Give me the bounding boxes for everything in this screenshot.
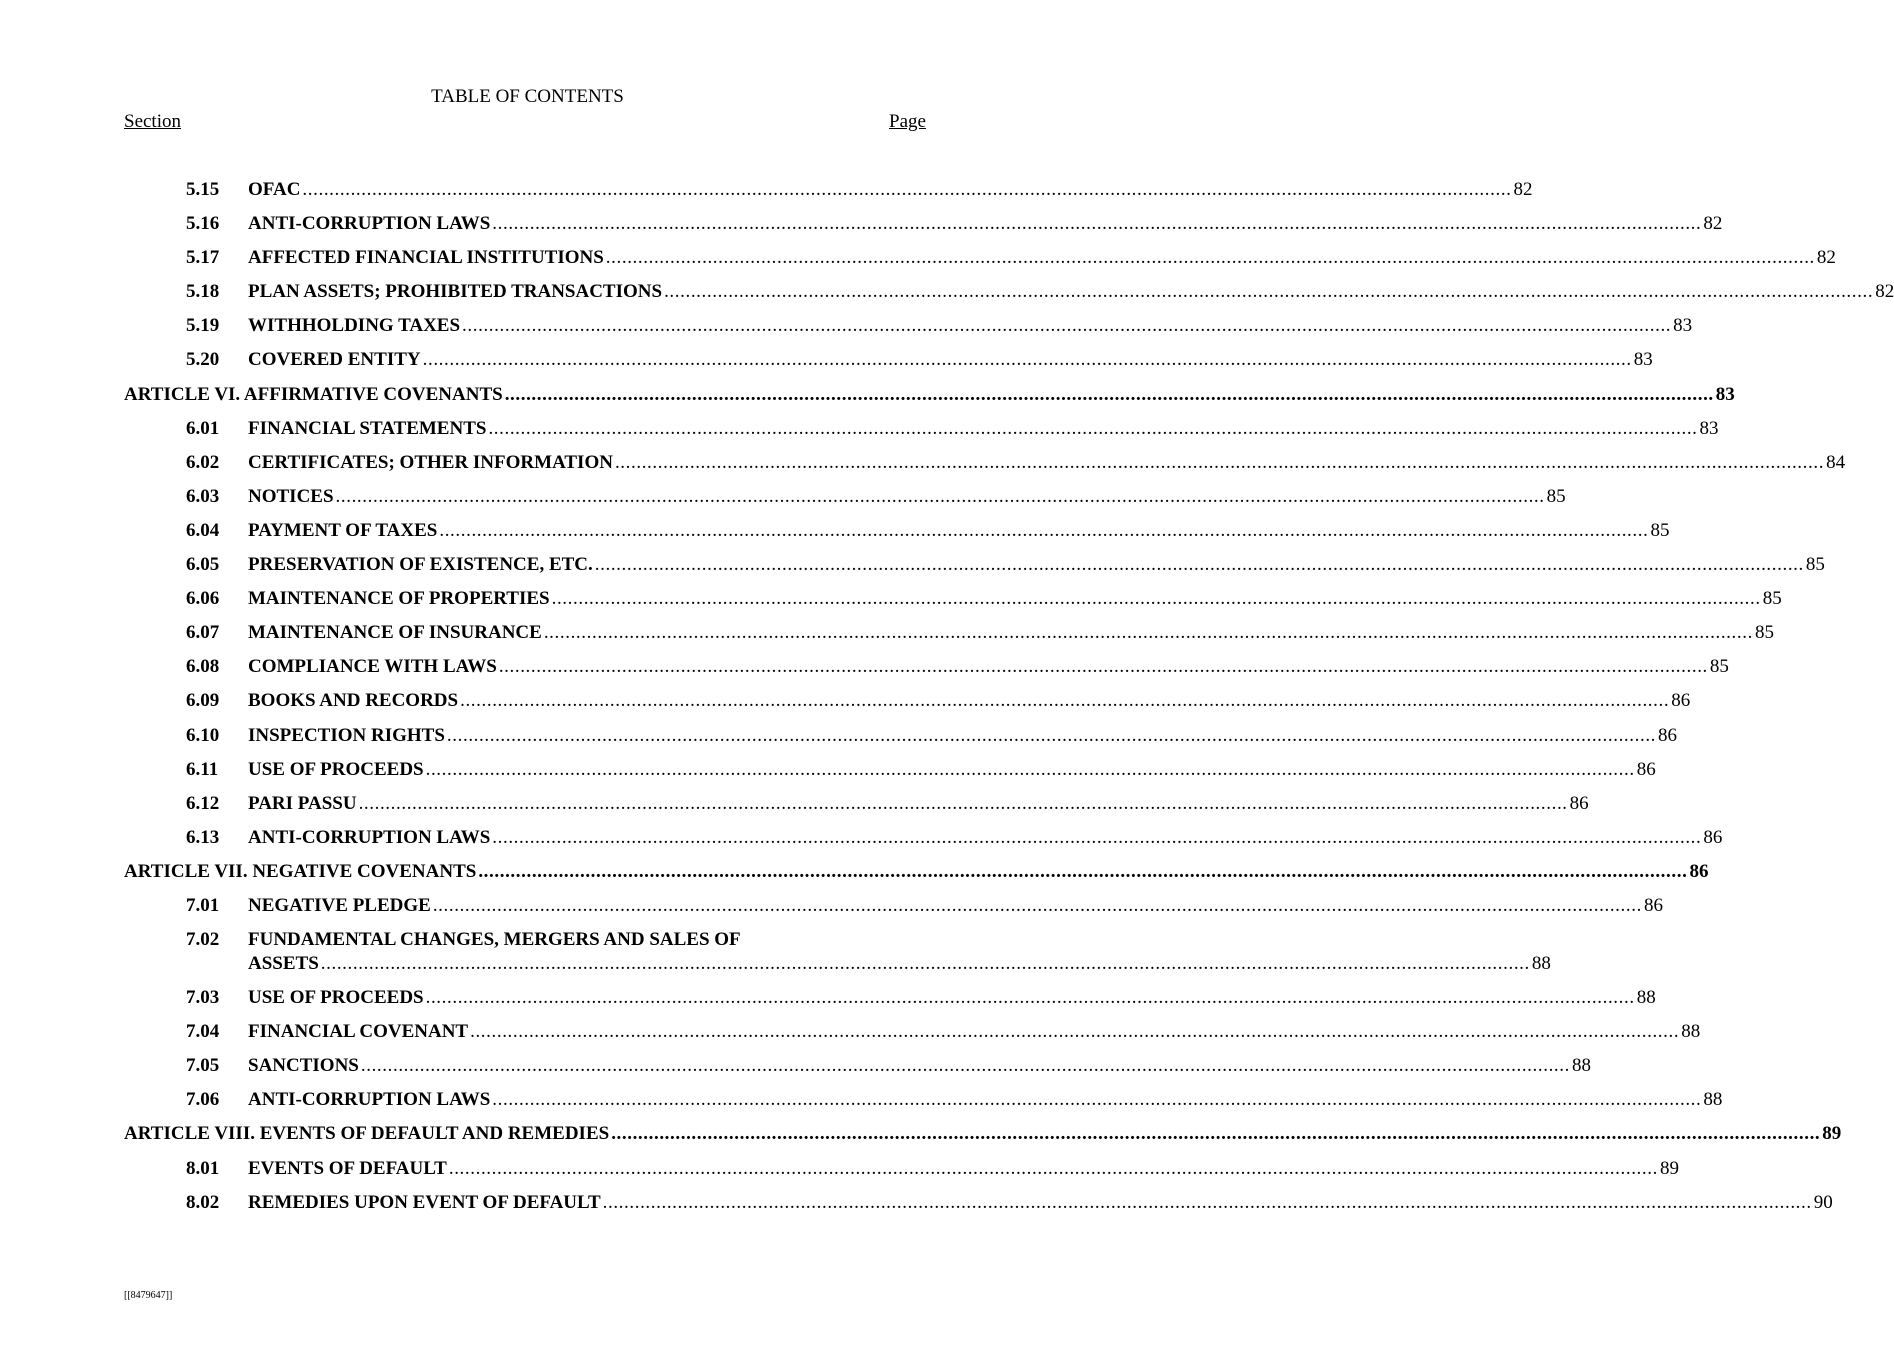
- toc-entry-row[interactable]: [0, 177, 1533, 211]
- dot-leader: ..................................................................................................................................................................................................................................: [614, 451, 1825, 473]
- dot-leader: ..................................................................................................................................................................................................................................: [360, 1055, 1570, 1077]
- dot-leader: ..................................................................................................................................................................................................................................: [462, 315, 1672, 337]
- section-title: BOOKS AND RECORDS: [248, 690, 459, 712]
- dot-leader: ..................................................................................................................................................................................................................................: [470, 1021, 1680, 1043]
- dot-leader: ..................................................................................................................................................................................................................................: [422, 349, 1632, 371]
- section-title-line: [248, 588, 1782, 610]
- section-number: 6.08: [186, 656, 220, 678]
- page-number: 86: [1658, 724, 1678, 746]
- page-number: 82: [1513, 179, 1533, 200]
- dot-leader: ..................................................................................................................................................................................................................................: [605, 247, 1815, 269]
- toc-entry-row[interactable]: [0, 518, 1670, 552]
- dot-leader: ..................................................................................................................................................................................................................................: [492, 213, 1702, 235]
- page-number: 86: [1636, 758, 1656, 780]
- section-title-line: [248, 519, 1670, 542]
- section-number: 8.02: [186, 1191, 220, 1213]
- dot-leader: ..................................................................................................................................................................................................................................: [320, 953, 1530, 975]
- section-title-line: [248, 247, 1836, 269]
- section-title: EVENTS OF DEFAULT: [248, 1157, 447, 1179]
- page-column-header: Page: [889, 111, 926, 132]
- dot-leader: ..................................................................................................................................................................................................................................: [543, 622, 1753, 644]
- section-title-line: [248, 485, 1566, 508]
- toc-entry-row[interactable]: [0, 723, 1678, 757]
- section-number: 6.10: [186, 724, 220, 746]
- section-column-header: Section: [124, 111, 181, 132]
- toc-entry-row[interactable]: [0, 211, 1723, 245]
- section-title-line: [248, 1089, 1723, 1111]
- dot-leader: ..................................................................................................................................................................................................................................: [498, 656, 1708, 678]
- dot-leader: ..................................................................................................................................................................................................................................: [492, 1089, 1702, 1111]
- section-title: ANTI-CORRUPTION LAWS: [248, 1089, 491, 1111]
- section-number: 5.16: [186, 213, 220, 235]
- section-title: PARI PASSU: [248, 792, 357, 814]
- section-number: 5.19: [186, 315, 220, 337]
- article-title: ARTICLE VI. AFFIRMATIVE COVENANTS: [124, 383, 503, 405]
- section-title-line: [248, 792, 1589, 815]
- page-number: 85: [1754, 622, 1774, 644]
- toc-entry-row[interactable]: [0, 450, 1846, 484]
- section-number: 5.20: [186, 349, 220, 371]
- section-number: 7.02: [186, 929, 220, 951]
- dot-leader: ..................................................................................................................................................................................................................................: [611, 1123, 1821, 1145]
- page-number: 82: [1703, 213, 1723, 235]
- section-title-line: [248, 987, 1656, 1009]
- page-number: 82: [1875, 281, 1894, 303]
- toc-article-row[interactable]: [0, 859, 1709, 893]
- page-number: 88: [1531, 953, 1551, 975]
- section-title: NEGATIVE PLEDGE: [248, 894, 431, 916]
- page-number: 84: [1826, 451, 1846, 473]
- dot-leader: ..................................................................................................................................................................................................................................: [302, 179, 1512, 200]
- page-number: 83: [1699, 417, 1719, 439]
- toc-entry-row[interactable]: [0, 313, 1693, 347]
- section-number: 6.04: [186, 519, 220, 541]
- section-number: 6.06: [186, 588, 220, 610]
- section-title: MAINTENANCE OF INSURANCE: [248, 622, 542, 644]
- section-title-line: [248, 894, 1663, 917]
- dot-leader: ..................................................................................................................................................................................................................................: [358, 792, 1568, 814]
- page-number: 86: [1689, 860, 1709, 882]
- toc-entry-row[interactable]: [0, 484, 1566, 518]
- article-title-line: [124, 860, 1709, 883]
- dot-leader: ..................................................................................................................................................................................................................................: [335, 485, 1545, 507]
- page-number: 83: [1673, 315, 1693, 337]
- page-number: 88: [1636, 987, 1656, 1009]
- toc-entry-row[interactable]: [0, 1053, 1591, 1087]
- section-title-line: [248, 826, 1723, 849]
- page-number: 89: [1822, 1123, 1842, 1145]
- section-title-line: [248, 1055, 1591, 1077]
- page-number: 86: [1671, 690, 1691, 712]
- section-number: 5.17: [186, 247, 220, 269]
- section-title: FINANCIAL COVENANT: [248, 1021, 469, 1043]
- section-title: NOTICES: [248, 485, 334, 507]
- section-title: ANTI-CORRUPTION LAWS: [248, 826, 491, 848]
- section-title: WITHHOLDING TAXES: [248, 315, 461, 337]
- toc-article-row[interactable]: [0, 1121, 1842, 1155]
- section-number: 7.05: [186, 1055, 220, 1077]
- section-title-line: [248, 451, 1846, 474]
- section-title: REMEDIES UPON EVENT OF DEFAULT: [248, 1191, 601, 1213]
- section-title: ANTI-CORRUPTION LAWS: [248, 213, 491, 235]
- dot-leader: ..................................................................................................................................................................................................................................: [425, 987, 1635, 1009]
- dot-leader: ..................................................................................................................................................................................................................................: [432, 894, 1642, 916]
- section-title-line: [248, 724, 1678, 747]
- toc-entry-row[interactable]: [0, 825, 1723, 859]
- page-number: 85: [1546, 485, 1566, 507]
- section-title-line: [248, 1021, 1701, 1043]
- section-number: 6.12: [186, 792, 220, 814]
- page-number: 88: [1571, 1055, 1591, 1077]
- article-title: ARTICLE VIII. EVENTS OF DEFAULT AND REMEDIES: [124, 1123, 610, 1145]
- section-number: 7.06: [186, 1089, 220, 1111]
- page-number: 83: [1715, 383, 1735, 405]
- toc-entry-row[interactable]: [0, 985, 1656, 1019]
- section-title: OFAC: [248, 179, 301, 200]
- toc-entry-row[interactable]: [0, 347, 1653, 381]
- dot-leader: ..................................................................................................................................................................................................................................: [594, 554, 1804, 576]
- section-number: 8.01: [186, 1157, 220, 1179]
- section-title-line: [248, 315, 1693, 337]
- toc-list: [0, 177, 1894, 1224]
- section-title-line: [248, 1157, 1679, 1180]
- page-number: 83: [1633, 349, 1653, 371]
- dot-leader: ..................................................................................................................................................................................................................................: [488, 417, 1698, 439]
- section-number: 5.18: [186, 281, 220, 303]
- section-number: 6.05: [186, 554, 220, 576]
- section-title-line: [248, 656, 1729, 678]
- section-title: PAYMENT OF TAXES: [248, 519, 438, 541]
- toc-entry-row[interactable]: [0, 1190, 1833, 1224]
- toc-entry-row[interactable]: [0, 245, 1836, 279]
- toc-entry-row[interactable]: [0, 279, 1894, 313]
- section-title-line: [248, 349, 1653, 371]
- section-title-line: [248, 213, 1723, 235]
- document-id-footer: [[8479647]]: [124, 1290, 173, 1301]
- section-title: USE OF PROCEEDS: [248, 987, 424, 1009]
- page-number: 86: [1569, 792, 1589, 814]
- toc-entry-row[interactable]: [0, 1019, 1701, 1053]
- dot-leader: ..................................................................................................................................................................................................................................: [602, 1191, 1812, 1213]
- page-number: 86: [1643, 894, 1663, 916]
- toc-entry-row[interactable]: [0, 586, 1782, 620]
- section-number: 7.01: [186, 894, 220, 916]
- toc-article-row[interactable]: [0, 382, 1735, 416]
- section-title-line: [248, 690, 1691, 712]
- dot-leader: ..................................................................................................................................................................................................................................: [460, 690, 1670, 712]
- section-title: PRESERVATION OF EXISTENCE, ETC.: [248, 554, 593, 576]
- section-number: 6.13: [186, 826, 220, 848]
- dot-leader: ..................................................................................................................................................................................................................................: [478, 860, 1688, 882]
- section-title: COVERED ENTITY: [248, 349, 421, 371]
- section-title: MAINTENANCE OF PROPERTIES: [248, 588, 550, 610]
- section-number: 5.15: [186, 179, 220, 200]
- page-number: 85: [1762, 588, 1782, 610]
- toc-entry-row[interactable]: [0, 757, 1656, 791]
- page-number: 82: [1816, 247, 1836, 269]
- toc-entry-row[interactable]: [0, 416, 1719, 450]
- section-number: 6.09: [186, 690, 220, 712]
- dot-leader: ..................................................................................................................................................................................................................................: [551, 588, 1761, 610]
- page-number: 85: [1650, 519, 1670, 541]
- page-number: 85: [1709, 656, 1729, 678]
- section-title-line: [248, 1191, 1833, 1214]
- section-title: INSPECTION RIGHTS: [248, 724, 445, 746]
- section-title-line: [248, 554, 1825, 576]
- toc-entry-row[interactable]: [0, 893, 1663, 927]
- dot-leader: ..................................................................................................................................................................................................................................: [664, 281, 1874, 303]
- section-title-line: [248, 281, 1894, 303]
- section-title: USE OF PROCEEDS: [248, 758, 424, 780]
- toc-entry-row[interactable]: [0, 688, 1691, 722]
- toc-entry-row[interactable]: [0, 1087, 1723, 1121]
- section-title: FUNDAMENTAL CHANGES, MERGERS AND SALES OF: [248, 929, 741, 951]
- toc-entry-row[interactable]: [0, 927, 1551, 985]
- section-title-line: [248, 758, 1656, 781]
- section-title-line: [248, 622, 1774, 644]
- section-number: 6.01: [186, 417, 220, 439]
- section-title: PLAN ASSETS; PROHIBITED TRANSACTIONS: [248, 281, 663, 303]
- section-title-continued: ASSETS: [248, 953, 319, 975]
- section-number: 6.03: [186, 485, 220, 507]
- section-title-continued-line: [248, 953, 1551, 975]
- dot-leader: ..................................................................................................................................................................................................................................: [425, 758, 1635, 780]
- page-number: 90: [1813, 1191, 1833, 1213]
- article-title: ARTICLE VII. NEGATIVE COVENANTS: [124, 860, 477, 882]
- toc-entry-row[interactable]: [0, 620, 1774, 654]
- article-title-line: [124, 383, 1735, 406]
- toc-title: TABLE OF CONTENTS: [431, 86, 624, 107]
- dot-leader: ..................................................................................................................................................................................................................................: [446, 724, 1657, 746]
- section-number: 6.07: [186, 622, 220, 644]
- section-number: 6.11: [186, 758, 219, 780]
- page-number: 85: [1805, 554, 1825, 576]
- section-title: AFFECTED FINANCIAL INSTITUTIONS: [248, 247, 604, 269]
- section-title: CERTIFICATES; OTHER INFORMATION: [248, 451, 613, 473]
- section-title: SANCTIONS: [248, 1055, 359, 1077]
- toc-entry-row[interactable]: [0, 654, 1729, 688]
- dot-leader: ..................................................................................................................................................................................................................................: [504, 383, 1714, 405]
- toc-entry-row[interactable]: [0, 1156, 1679, 1190]
- page-number: 89: [1659, 1157, 1679, 1179]
- dot-leader: ..................................................................................................................................................................................................................................: [448, 1157, 1658, 1179]
- page-number: 88: [1703, 1089, 1723, 1111]
- toc-entry-row[interactable]: [0, 791, 1589, 825]
- section-number: 7.04: [186, 1021, 220, 1043]
- dot-leader: ..................................................................................................................................................................................................................................: [439, 519, 1649, 541]
- section-title-line: [248, 417, 1719, 440]
- article-title-line: [124, 1123, 1842, 1145]
- section-title-line: [248, 179, 1533, 201]
- dot-leader: ..................................................................................................................................................................................................................................: [492, 826, 1702, 848]
- page-number: 86: [1703, 826, 1723, 848]
- section-title: COMPLIANCE WITH LAWS: [248, 656, 497, 678]
- toc-entry-row[interactable]: [0, 552, 1825, 586]
- section-number: 6.02: [186, 451, 220, 473]
- section-title: FINANCIAL STATEMENTS: [248, 417, 487, 439]
- page-number: 88: [1681, 1021, 1701, 1043]
- section-number: 7.03: [186, 987, 220, 1009]
